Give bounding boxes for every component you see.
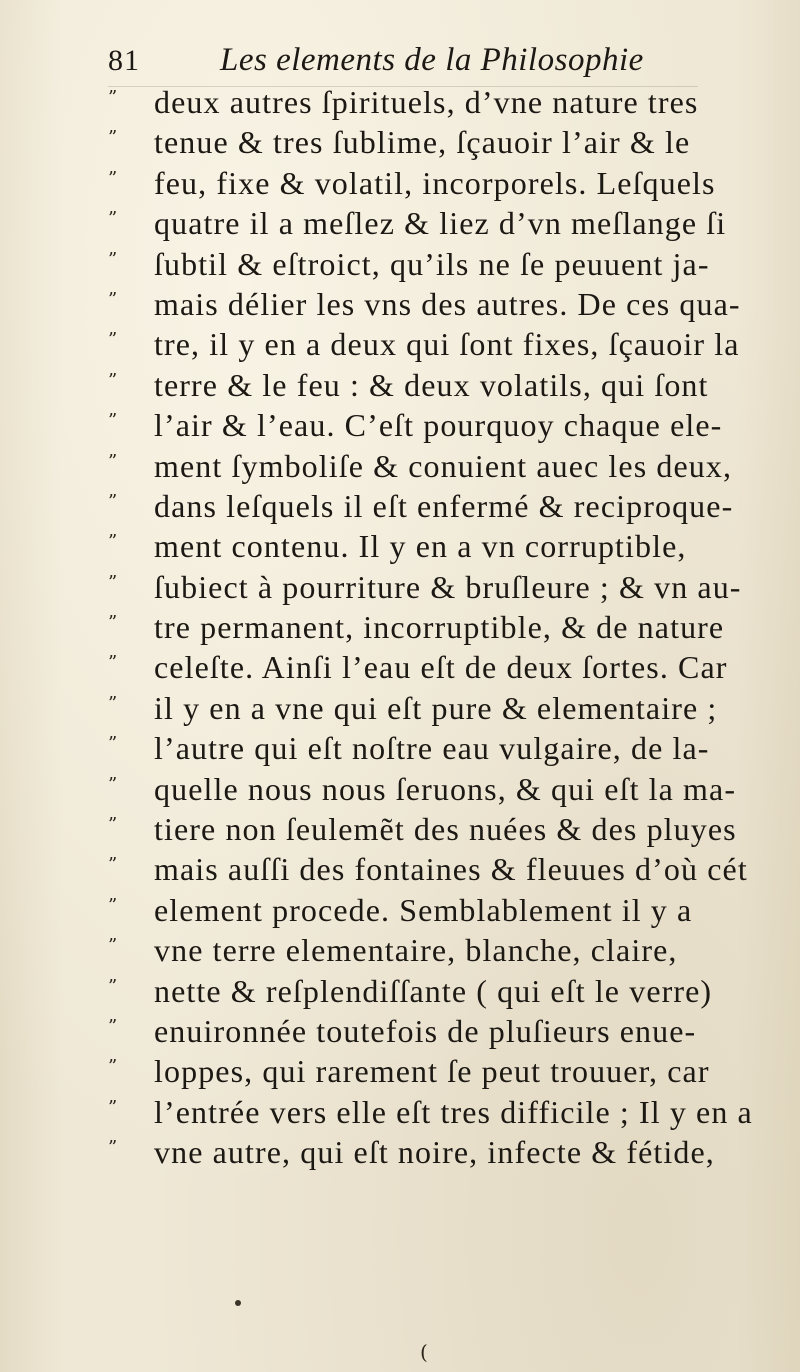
text-line	[108, 647, 788, 687]
text-line	[108, 244, 788, 284]
text-line	[108, 607, 788, 647]
line-text: dans leſquels il eſt enfermé & reciproque-	[154, 487, 734, 524]
line-text: tre, il y en a deux qui ſont fixes, ſçauoir la	[154, 326, 740, 363]
quotation-mark: ”	[108, 1015, 118, 1037]
line-text: feu, fixe & volatil, incorporels. Leſquels	[154, 164, 716, 201]
quotation-mark: ”	[108, 773, 118, 795]
line-text: enuironnée toutefois de pluſieurs enue-	[154, 1012, 697, 1049]
quotation-mark: ”	[108, 692, 118, 714]
quotation-mark: ”	[108, 854, 118, 876]
text-line	[108, 163, 788, 203]
line-text: ſubtil & eſtroict, qu’ils ne ſe peuuent ja-	[154, 245, 710, 282]
quotation-mark: ”	[108, 531, 118, 553]
quotation-mark: ”	[108, 571, 118, 593]
text-line	[108, 930, 788, 970]
quotation-mark: ”	[108, 975, 118, 997]
line-text: ment contenu. Il y en a vn corruptible,	[154, 528, 687, 565]
text-line	[108, 971, 788, 1011]
text-line	[108, 486, 788, 526]
running-title: Les elements de la Philosophie	[220, 42, 644, 78]
text-line	[108, 567, 788, 607]
page-header	[108, 40, 708, 88]
text-line	[108, 890, 788, 930]
line-text: vne autre, qui eſt noire, infecte & fétide,	[154, 1134, 715, 1171]
quotation-mark: ”	[108, 410, 118, 432]
line-text: vne terre elementaire, blanche, claire,	[154, 932, 678, 969]
quotation-mark: ”	[108, 369, 118, 391]
text-line	[108, 365, 788, 405]
text-line	[108, 809, 788, 849]
line-text: loppes, qui rarement ſe peut trouuer, car	[154, 1053, 710, 1090]
text-line	[108, 405, 788, 445]
line-text: il y en a vne qui eſt pure & elementaire ;	[154, 689, 718, 726]
quotation-mark: ”	[108, 612, 118, 634]
line-text: quelle nous nous ſeruons, & qui eſt la ma-	[154, 770, 737, 807]
line-text: tre permanent, incorruptible, & de nature	[154, 609, 725, 646]
text-line	[108, 1132, 788, 1172]
line-text: tenue & tres ſublime, ſçauoir l’air & le	[154, 124, 691, 161]
line-text: terre & le feu : & deux volatils, qui ſont	[154, 366, 709, 403]
quotation-mark: ”	[108, 288, 118, 310]
quotation-mark: ”	[108, 490, 118, 512]
footer-mark: (	[420, 1340, 428, 1364]
text-line	[108, 122, 788, 162]
line-text: nette & reſplendiſſante ( qui eſt le verre)	[154, 972, 713, 1009]
quotation-mark: ”	[108, 208, 118, 230]
quotation-mark: ”	[108, 1096, 118, 1118]
ink-speck	[235, 1300, 241, 1306]
text-line	[108, 82, 788, 122]
quotation-mark: ”	[108, 935, 118, 957]
text-line	[108, 1092, 788, 1132]
quotation-mark: ”	[108, 450, 118, 472]
text-line	[108, 324, 788, 364]
quotation-mark: ”	[108, 652, 118, 674]
line-text: element procede. Semblablement il y a	[154, 891, 693, 928]
quotation-mark: ”	[108, 1056, 118, 1078]
text-line	[108, 446, 788, 486]
text-line	[108, 1051, 788, 1091]
quotation-mark: ”	[108, 894, 118, 916]
quotation-mark: ”	[108, 248, 118, 270]
line-text: mais délier les vns des autres. De ces qua-	[154, 285, 741, 322]
line-text: celeſte. Ainſi l’eau eſt de deux ſortes. Car	[154, 649, 728, 686]
line-text: tiere non ſeulemẽt des nuées & des pluyes	[154, 811, 737, 848]
text-line	[108, 849, 788, 889]
text-line	[108, 728, 788, 768]
line-text: l’autre qui eſt noſtre eau vulgaire, de la-	[154, 730, 710, 767]
text-line	[108, 284, 788, 324]
quotation-mark: ”	[108, 733, 118, 755]
quotation-mark: ”	[108, 814, 118, 836]
quotation-mark: ”	[108, 329, 118, 351]
line-text: l’entrée vers elle eſt tres difficile ; Il y en a	[154, 1093, 753, 1130]
quotation-mark: ”	[108, 87, 118, 108]
line-text: mais auſſi des fontaines & fleuues d’où cét	[154, 851, 748, 888]
body-text	[108, 82, 788, 1173]
line-text: deux autres ſpirituels, d’vne nature tres	[154, 84, 699, 120]
quotation-mark: ”	[108, 127, 118, 149]
text-line	[108, 203, 788, 243]
page-number: 81	[108, 44, 140, 77]
text-line	[108, 1011, 788, 1051]
line-text: ſubiect à pourriture & bruſleure ; & vn au-	[154, 568, 742, 605]
text-line	[108, 688, 788, 728]
line-text: l’air & l’eau. C’eſt pourquoy chaque ele-	[154, 407, 723, 444]
quotation-mark: ”	[108, 1137, 118, 1159]
line-text: ment ſymboliſe & conuient auec les deux,	[154, 447, 733, 484]
text-line	[108, 526, 788, 566]
quotation-mark: ”	[108, 167, 118, 189]
line-text: quatre il a meſlez & liez d’vn meſlange ſi	[154, 205, 727, 242]
text-line	[108, 769, 788, 809]
